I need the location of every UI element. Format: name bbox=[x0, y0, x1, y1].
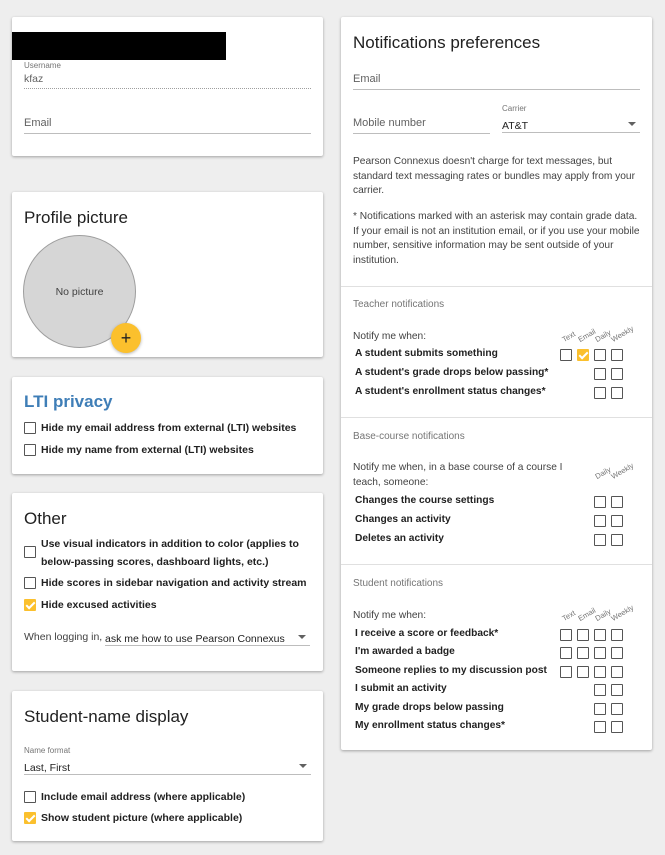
col-weekly: Weekly bbox=[609, 602, 636, 623]
hide-scores-checkbox[interactable] bbox=[24, 577, 36, 589]
teacher-daily-checkbox[interactable] bbox=[594, 387, 606, 399]
base-weekly-checkbox[interactable] bbox=[611, 515, 623, 527]
student-name-card bbox=[12, 691, 323, 841]
base-weekly-checkbox[interactable] bbox=[611, 534, 623, 546]
base-daily-checkbox[interactable] bbox=[594, 496, 606, 508]
chevron-down-icon bbox=[628, 122, 636, 126]
teacher-row-label: A student's enrollment status changes* bbox=[355, 386, 546, 397]
student-row-label: My enrollment status changes* bbox=[355, 720, 506, 731]
logging-in-select[interactable] bbox=[105, 629, 310, 646]
teacher-intro: Notify me when: bbox=[353, 331, 427, 342]
name-format-select[interactable] bbox=[24, 758, 311, 775]
hide-excused-label: Hide excused activities bbox=[41, 599, 157, 611]
col-text: Text bbox=[560, 608, 577, 623]
student-daily-checkbox[interactable] bbox=[594, 684, 606, 696]
student-weekly-checkbox[interactable] bbox=[611, 647, 623, 659]
col-daily: Daily bbox=[593, 606, 613, 623]
student-row-label: I receive a score or feedback* bbox=[355, 628, 499, 639]
student-row-label: My grade drops below passing bbox=[355, 701, 504, 713]
divider bbox=[341, 564, 652, 565]
col-email: Email bbox=[576, 605, 598, 623]
student-email-checkbox[interactable] bbox=[577, 647, 589, 659]
teacher-text-checkbox[interactable] bbox=[560, 349, 572, 361]
col-weekly: Weekly bbox=[609, 323, 636, 344]
visual-indicators-checkbox[interactable] bbox=[24, 546, 36, 558]
base-intro: Notify me when, in a base course of a course I teach, someone: bbox=[353, 462, 563, 488]
show-picture-label: Show student picture (where applicable) bbox=[41, 812, 243, 824]
base-notifications-label: Base-course notifications bbox=[353, 431, 465, 442]
carrier-select[interactable] bbox=[502, 116, 640, 133]
student-daily-checkbox[interactable] bbox=[594, 721, 606, 733]
username-label: Username bbox=[24, 61, 61, 70]
col-daily: Daily bbox=[593, 464, 613, 481]
base-row-label: Changes the course settings bbox=[355, 495, 495, 506]
mobile-number-field[interactable]: Mobile number bbox=[353, 117, 490, 134]
notifications-title: Notifications preferences bbox=[353, 33, 541, 52]
col-email: Email bbox=[576, 326, 598, 344]
teacher-email-checkbox[interactable] bbox=[577, 349, 589, 361]
add-picture-button[interactable] bbox=[111, 323, 141, 353]
other-card bbox=[12, 493, 323, 671]
logging-in-value: ask me how to use Pearson Connexus bbox=[105, 633, 285, 645]
student-daily-checkbox[interactable] bbox=[594, 629, 606, 641]
hide-email-label: Hide my email address from external (LTI) websites bbox=[41, 422, 297, 434]
col-weekly: Weekly bbox=[609, 460, 636, 481]
student-daily-checkbox[interactable] bbox=[594, 666, 606, 678]
student-email-checkbox[interactable] bbox=[577, 666, 589, 678]
chevron-down-icon bbox=[298, 635, 306, 639]
carrier-value: AT&T bbox=[502, 120, 529, 132]
show-picture-checkbox[interactable] bbox=[24, 812, 36, 824]
student-row-label: I'm awarded a badge bbox=[355, 646, 455, 658]
hide-scores-label: Hide scores in sidebar navigation and activity stream bbox=[41, 577, 307, 589]
name-format-label: Name format bbox=[24, 746, 71, 755]
teacher-daily-checkbox[interactable] bbox=[594, 349, 606, 361]
base-weekly-checkbox[interactable] bbox=[611, 496, 623, 508]
student-daily-checkbox[interactable] bbox=[594, 647, 606, 659]
divider bbox=[341, 417, 652, 418]
username-field: kfaz bbox=[24, 73, 311, 89]
lti-privacy-title: LTI privacy bbox=[24, 392, 113, 411]
visual-indicators-label-1: Use visual indicators in addition to color (applies to bbox=[41, 538, 299, 550]
teacher-weekly-checkbox[interactable] bbox=[611, 387, 623, 399]
no-picture-text: No picture bbox=[55, 285, 104, 298]
student-intro: Notify me when: bbox=[353, 610, 427, 621]
profile-picture-card bbox=[12, 192, 323, 357]
student-notifications-label: Student notifications bbox=[353, 578, 444, 589]
include-email-checkbox[interactable] bbox=[24, 791, 36, 803]
teacher-row-label: A student's grade drops below passing* bbox=[355, 367, 549, 378]
hide-excused-checkbox[interactable] bbox=[24, 599, 36, 611]
other-title: Other bbox=[24, 509, 67, 528]
asterisk-note: * Notifications marked with an asterisk may contain grade data. If your email is not an institution email, or if you use your mobile number, sensitive information may be sent outside of your institution. bbox=[353, 211, 640, 266]
name-format-value: Last, First bbox=[24, 762, 71, 774]
base-row-label: Deletes an activity bbox=[355, 533, 444, 544]
student-email-checkbox[interactable] bbox=[577, 629, 589, 641]
student-text-checkbox[interactable] bbox=[560, 629, 572, 641]
student-weekly-checkbox[interactable] bbox=[611, 629, 623, 641]
hide-name-checkbox[interactable] bbox=[24, 444, 36, 456]
teacher-notifications-label: Teacher notifications bbox=[353, 299, 445, 310]
account-card bbox=[12, 17, 323, 156]
divider bbox=[341, 286, 652, 287]
col-text: Text bbox=[560, 329, 577, 344]
include-email-label: Include email address (where applicable) bbox=[41, 791, 246, 803]
carrier-label: Carrier bbox=[502, 104, 527, 113]
student-weekly-checkbox[interactable] bbox=[611, 666, 623, 678]
student-daily-checkbox[interactable] bbox=[594, 703, 606, 715]
notifications-email-field[interactable]: Email bbox=[353, 73, 640, 90]
student-row-label: I submit an activity bbox=[355, 683, 447, 695]
teacher-weekly-checkbox[interactable] bbox=[611, 349, 623, 361]
base-row-label: Changes an activity bbox=[355, 514, 451, 525]
hide-name-label: Hide my name from external (LTI) websites bbox=[41, 444, 254, 456]
teacher-weekly-checkbox[interactable] bbox=[611, 368, 623, 380]
student-weekly-checkbox[interactable] bbox=[611, 703, 623, 715]
student-name-title: Student-name display bbox=[24, 707, 189, 726]
student-text-checkbox[interactable] bbox=[560, 647, 572, 659]
chevron-down-icon bbox=[299, 764, 307, 768]
student-row-label: Someone replies to my discussion post bbox=[355, 664, 547, 676]
base-daily-checkbox[interactable] bbox=[594, 534, 606, 546]
redacted-name bbox=[12, 32, 226, 60]
notifications-card bbox=[341, 17, 652, 750]
teacher-row-label: A student submits something bbox=[355, 348, 498, 359]
plus-icon: + bbox=[120, 328, 132, 348]
visual-indicators-label-2: below-passing scores, dashboard lights, etc.) bbox=[41, 556, 269, 568]
logging-in-label: When logging in, bbox=[24, 631, 103, 643]
student-weekly-checkbox[interactable] bbox=[611, 721, 623, 733]
profile-picture-title: Profile picture bbox=[24, 208, 128, 227]
lti-privacy-card bbox=[12, 377, 323, 474]
teacher-daily-checkbox[interactable] bbox=[594, 368, 606, 380]
student-weekly-checkbox[interactable] bbox=[611, 684, 623, 696]
base-daily-checkbox[interactable] bbox=[594, 515, 606, 527]
hide-email-checkbox[interactable] bbox=[24, 422, 36, 434]
email-field[interactable]: Email bbox=[24, 117, 311, 134]
charges-note: Pearson Connexus doesn't charge for text messages, but standard text messaging rates or bundles may apply from your carrier. bbox=[353, 156, 635, 196]
col-daily: Daily bbox=[593, 327, 613, 344]
student-text-checkbox[interactable] bbox=[560, 666, 572, 678]
